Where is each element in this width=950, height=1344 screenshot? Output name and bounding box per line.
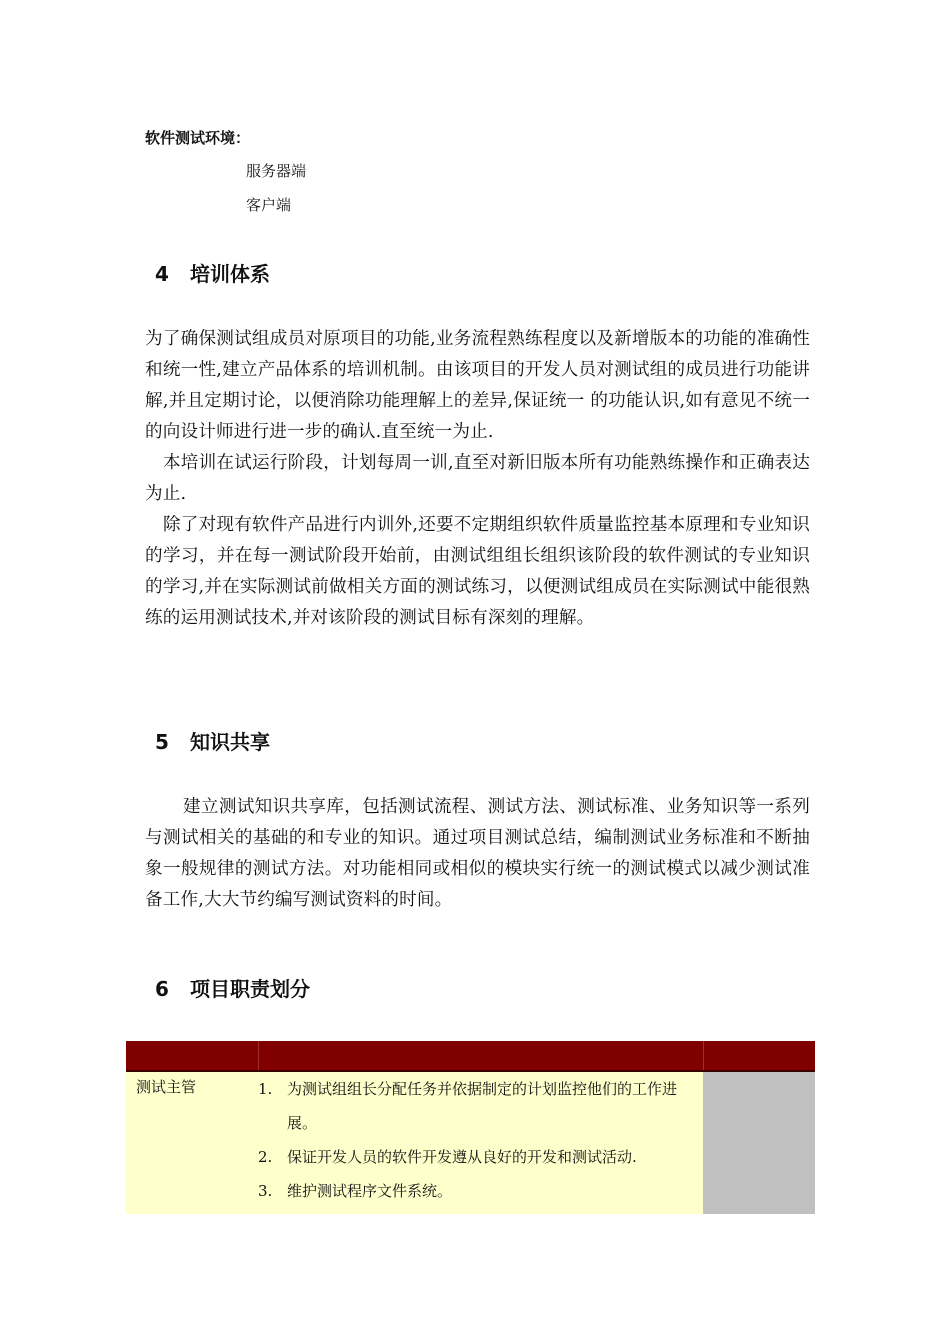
table-header-cell <box>126 1041 258 1071</box>
section-title: 项目职责划分 <box>190 977 310 1001</box>
table-header-cell <box>258 1041 703 1071</box>
section-body-training <box>145 324 810 634</box>
duty-item <box>258 1140 703 1174</box>
section-heading-training <box>155 258 270 287</box>
section-body-knowledge-sharing <box>145 792 810 916</box>
paragraph: 除了对现有软件产品进行内训外,还要不定期组织软件质量监控基本原理和专业知识的学习，并在每一测试阶段开始前，由测试组组长组织该阶段的软件测试的专业知识的学习,并在实际测试前做相关方面的测试练习，以便测试组成员在实际测试中能很熟练的运用测试技术,并对该阶段的测试目标有深刻的理解。 <box>145 515 810 628</box>
duties-cell <box>258 1071 703 1214</box>
duty-text: 保证开发人员的软件开发遵从良好的开发和测试活动. <box>287 1148 637 1166</box>
env-item-client: 客户端 <box>246 196 292 214</box>
side-cell <box>703 1071 815 1214</box>
responsibility-table <box>126 1041 815 1214</box>
paragraph: 为了确保测试组成员对原项目的功能,业务流程熟练程度以及新增版本的功能的准确性和统一性,建立产品体系的培训机制。由该项目的开发人员对测试组的成员进行功能讲解,并且定期讨论，以便消除功能理解上的差异,保证统一 的功能认识,如有意见不统一的向设计师进行进一步的确认.直至统一为止. <box>145 329 810 442</box>
duty-number: 1. <box>258 1080 273 1098</box>
env-item-server: 服务器端 <box>246 162 307 180</box>
section-number: 6 <box>155 977 169 1001</box>
section-title: 知识共享 <box>190 730 270 754</box>
table-header-row <box>126 1041 815 1071</box>
duty-text: 维护测试程序文件系统。 <box>287 1182 453 1200</box>
paragraph: 本培训在试运行阶段，计划每周一训,直至对新旧版本所有功能熟练操作和正确表达为止. <box>145 453 810 504</box>
duty-item <box>258 1174 703 1208</box>
table-row <box>126 1071 815 1214</box>
duty-text: 为测试组组长分配任务并依据制定的计划监控他们的工作进展。 <box>287 1080 678 1132</box>
duty-number: 3. <box>258 1182 273 1200</box>
section-number: 5 <box>155 730 169 754</box>
table-header-cell <box>703 1041 815 1071</box>
test-environment-title: 软件测试环境： <box>145 129 251 147</box>
section-title: 培训体系 <box>190 262 270 286</box>
section-number: 4 <box>155 262 169 286</box>
section-heading-knowledge-sharing <box>155 726 270 755</box>
section-heading-responsibilities <box>155 973 310 1002</box>
duty-number: 2. <box>258 1148 273 1166</box>
duty-item <box>258 1072 703 1140</box>
paragraph: 建立测试知识共享库，包括测试流程、测试方法、测试标准、业务知识等一系列与测试相关的基础的和专业的知识。通过项目测试总结，编制测试业务标准和不断抽象一般规律的测试方法。对功能相同或相似的模块实行统一的测试模式以减少测试准备工作,大大节约编写测试资料的时间。 <box>145 797 810 910</box>
role-cell: 测试主管 <box>126 1071 258 1214</box>
